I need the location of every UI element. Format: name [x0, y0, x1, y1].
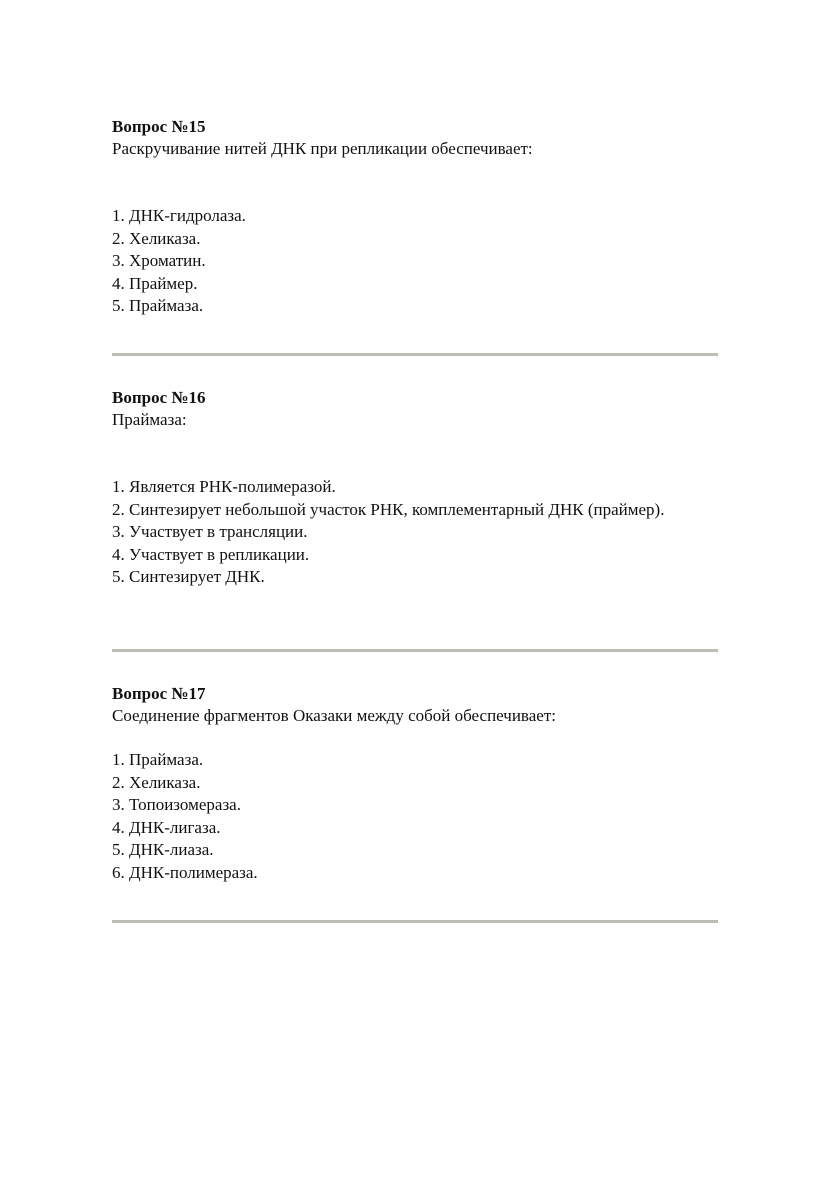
question-16: [112, 387, 718, 589]
answer-option: 5. ДНК-лиаза.: [112, 840, 214, 859]
answer-option: 5. Праймаза.: [112, 296, 204, 315]
divider: [112, 649, 718, 652]
answer-options: [112, 749, 718, 884]
answer-option: 2. Хеликаза.: [112, 228, 201, 248]
answer-option: 3. Хроматин.: [112, 251, 206, 270]
answer-option: 4. ДНК-лигаза.: [112, 817, 221, 837]
answer-option: 3. Участвует в трансляции.: [112, 522, 308, 541]
question-title: Вопрос №15: [112, 117, 206, 136]
question-text: Раскручивание нитей ДНК при репликации обеспечивает:: [112, 139, 533, 158]
answer-option: 6. ДНК-полимераза.: [112, 862, 258, 882]
answer-option: 1. Является РНК-полимеразой.: [112, 477, 336, 496]
divider: [112, 920, 718, 923]
answer-option: 2. Синтезирует небольшой участок РНК, комплементарный ДНК (праймер).: [112, 499, 665, 519]
question-text: Праймаза:: [112, 410, 187, 429]
answer-option: 1. Праймаза.: [112, 750, 204, 769]
question-title: Вопрос №17: [112, 684, 206, 703]
answer-option: 4. Участвует в репликации.: [112, 544, 310, 564]
question-15: [112, 116, 718, 318]
answer-option: 1. ДНК-гидролаза.: [112, 206, 246, 225]
answer-option: 2. Хеликаза.: [112, 772, 201, 792]
question-text: Соединение фрагментов Оказаки между собой обеспечивает:: [112, 706, 556, 725]
question-17: [112, 683, 718, 884]
answer-options: [112, 476, 718, 589]
question-title: Вопрос №16: [112, 388, 206, 407]
answer-options: [112, 205, 718, 318]
answer-option: 4. Праймер.: [112, 273, 198, 293]
answer-option: 3. Топоизомераза.: [112, 795, 241, 814]
divider: [112, 353, 718, 356]
answer-option: 5. Синтезирует ДНК.: [112, 567, 265, 586]
